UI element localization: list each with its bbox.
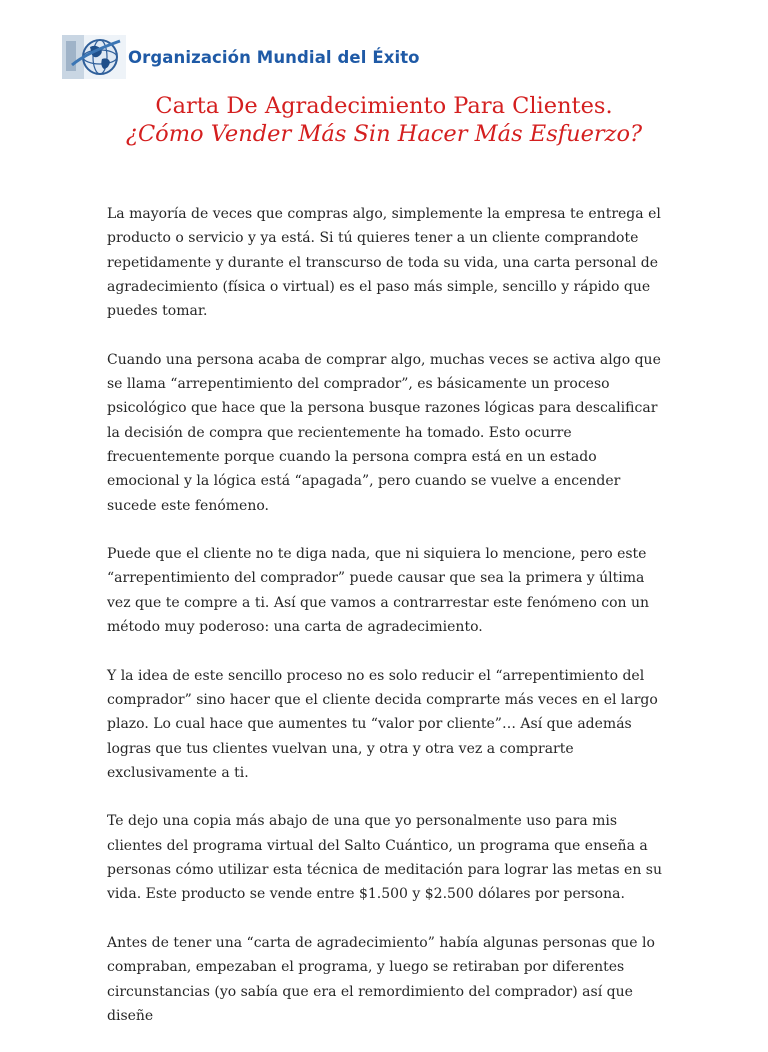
- page-title: [60, 92, 708, 148]
- paragraph-2: Cuando una persona acaba de comprar algo, muchas veces se activa algo que se llama “arrepentimiento del comprador”, es básicamente un proceso psicológico que hace que la persona busque razones lógicas para descalificar la decisión de compra que recientemente ha tomado. Esto ocurre frecuentemente porque cuando la persona compra está en un estado emocional y la lógica está “apagada”, pero cuando se vuelve a encender sucede este fenómeno.: [107, 351, 661, 514]
- document-header: [62, 34, 420, 80]
- brand-name: Organización Mundial del Éxito: [128, 47, 420, 67]
- paragraph-5: Te dejo una copia más abajo de una que yo personalmente uso para mis clientes del programa virtual del Salto Cuántico, un programa que enseña a personas cómo utilizar esta técnica de meditación para lograr las metas en su vida. Este producto se vende entre $1.500 y $2.500 dólares por persona.: [107, 813, 663, 903]
- article-body: [107, 202, 667, 1052]
- title-line-1: Carta De Agradecimiento Para Clientes.: [155, 93, 613, 119]
- paragraph-3: Puede que el cliente no te diga nada, que ni siquiera lo mencione, pero este “arrepentimiento del comprador” puede causar que sea la primera y última vez que te compre a ti. Así que vamos a contrarrestar este fenómeno con un método muy poderoso: una carta de agradecimiento.: [107, 546, 650, 636]
- paragraph-1: La mayoría de veces que compras algo, simplemente la empresa te entrega el producto o servicio y ya está. Si tú quieres tener a un cliente comprandote repetidamente y durante el transcurso de toda su vida, una carta personal de agradecimiento (física o virtual) es el paso más simple, sencillo y rápido que puedes tomar.: [107, 206, 661, 320]
- paragraph-6: Antes de tener una “carta de agradecimiento” había algunas personas que lo compraban, empezaban el programa, y luego se retiraban por diferentes circunstancias (yo sabía que era el remordimiento del comprador) así que diseñe: [107, 934, 655, 1024]
- paragraph-4: Y la idea de este sencillo proceso no es solo reducir el “arrepentimiento del comprador” sino hacer que el cliente decida comprarte más veces en el largo plazo. Lo cual hace que aumentes tu “valor por cliente”… Así que además logras que tus clientes vuelvan una, y otra y otra vez a comprarte exclusivamente a ti.: [107, 667, 658, 781]
- title-line-2: ¿Cómo Vender Más Sin Hacer Más Esfuerzo?: [125, 121, 643, 147]
- globe-logo-icon: [62, 35, 126, 79]
